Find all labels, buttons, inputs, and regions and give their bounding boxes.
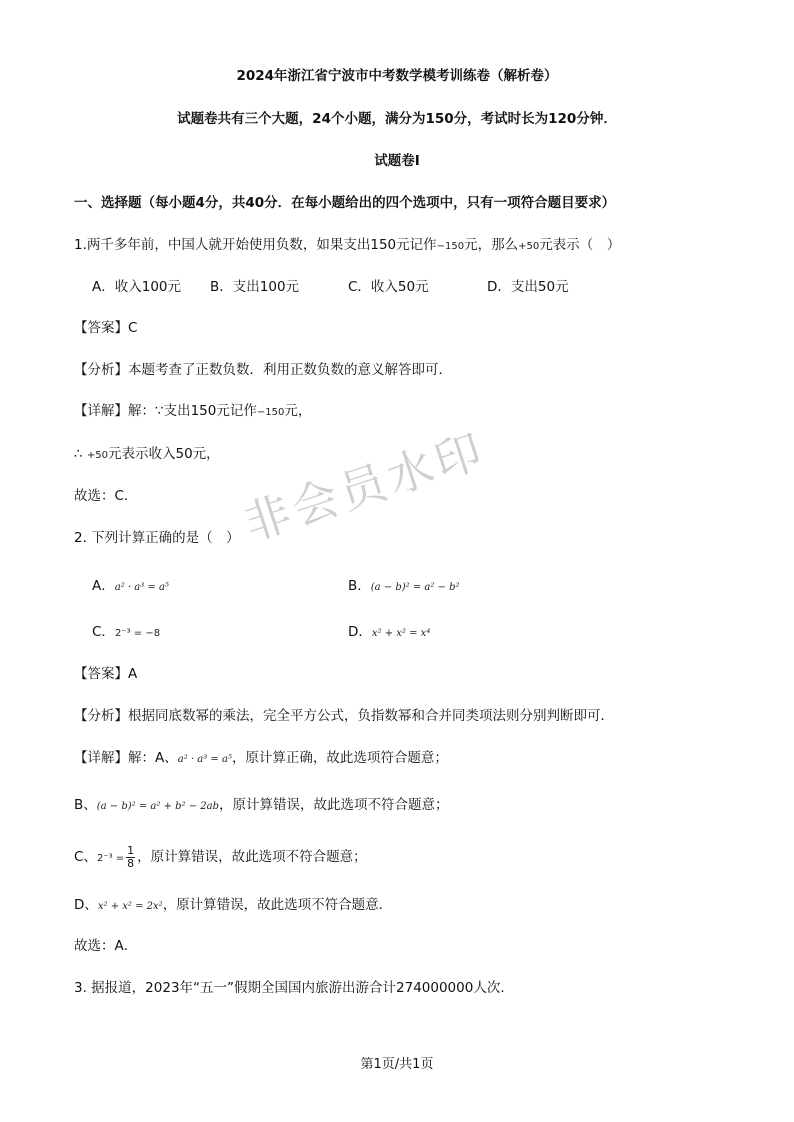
q1-detail-text-b: 元， [284, 403, 312, 419]
fraction-denominator: 8 [127, 856, 135, 870]
q1-detail-text-a: 【详解】解：∵支出150元记作 [74, 403, 257, 419]
therefore-symbol: ∴ [74, 446, 83, 462]
q2-detail-d-text: ，原计算错误，故此选项不符合题意． [162, 897, 393, 913]
page-footer: 第1页/共1页 [360, 1057, 434, 1072]
q2-option-d [348, 622, 430, 644]
q2-detail-c-label: C、 [74, 849, 97, 865]
q2-detail-b-label: B、 [74, 797, 97, 813]
q2-choose: 故选：A． [74, 938, 138, 954]
q1-detail [74, 401, 311, 423]
q1-stem-math-2: +50 [518, 241, 540, 252]
q2-detail-c-math: 2⁻³ = [96, 853, 125, 864]
q2-option-b [348, 576, 460, 598]
q2-detail-d [74, 895, 392, 917]
q1-option-a: A．收入100元 [92, 279, 182, 295]
q1-stem-math-1: −150 [436, 241, 465, 252]
q2-option-b-math: (a − b)² = a² − b² [370, 582, 460, 593]
fraction-numerator: 1 [127, 843, 135, 857]
q1-answer: 【答案】C [74, 320, 138, 336]
part-heading: 试题卷Ⅰ [374, 153, 420, 169]
q1-detail-math: −150 [256, 407, 285, 418]
q2-detail-b-text: ，原计算错误，故此选项不符合题意； [219, 797, 449, 813]
q2-option-a-label: A． [92, 578, 115, 594]
q1-option-d: D．支出50元 [487, 279, 569, 295]
q2-stem: 2. 下列计算正确的是（ ） [74, 530, 240, 546]
q1-stem-text-a: 1.两千多年前，中国人就开始使用负数，如果支出150元记作 [74, 237, 437, 253]
watermark: 非会员水印 [237, 422, 492, 552]
section-heading: 一、选择题（每小题4分，共40分．在每小题给出的四个选项中，只有一项符合题目要求） [74, 195, 616, 211]
q2-detail-c-text: ，原计算错误，故此选项不符合题意； [137, 849, 367, 865]
q2-detail-math: a² · a³ = a⁵ [177, 754, 232, 765]
q1-stem-text-c: 元表示（ ） [539, 237, 621, 253]
q2-detail-c [74, 844, 367, 872]
q2-option-a [92, 576, 169, 598]
q1-choose: 故选：C． [74, 488, 138, 504]
q2-detail-b [74, 795, 449, 817]
q2-option-a-math: a² · a³ = a⁵ [114, 582, 169, 593]
q2-detail-d-label: D、 [74, 897, 98, 913]
q2-analysis: 【分析】根据同底数幂的乘法，完全平方公式，负指数幂和合并同类项法则分别判断即可． [74, 708, 614, 724]
q2-option-d-label: D． [348, 624, 372, 640]
q1-therefore-math: +50 [86, 450, 108, 461]
q1-therefore [74, 444, 220, 466]
fraction [126, 845, 135, 870]
q2-option-d-math: x² + x² = x⁴ [371, 628, 431, 639]
q1-analysis: 【分析】本题考查了正数负数．利用正数负数的意义解答即可． [74, 362, 452, 378]
q2-detail-text-b: ，原计算正确，故此选项符合题意； [231, 750, 448, 766]
q2-answer: 【答案】A [74, 666, 138, 682]
q1-stem [74, 235, 620, 257]
q2-detail-b-math: (a − b)² = a² + b² − 2ab [96, 801, 219, 812]
q2-option-b-label: B． [348, 578, 371, 594]
q2-option-c-label: C． [92, 624, 115, 640]
q1-therefore-text: 元表示收入50元， [108, 446, 220, 462]
q2-option-c-math: 2⁻³ = −8 [114, 628, 161, 639]
q2-detail-d-math: x² + x² = 2x² [97, 901, 163, 912]
q2-detail [74, 748, 448, 770]
q2-option-c [92, 622, 160, 644]
exam-info: 试题卷共有三个大题，24个小题，满分为150分，考试时长为120分钟． [177, 111, 617, 127]
q1-option-c: C．收入50元 [348, 279, 429, 295]
page-title: 2024年浙江省宁波市中考数学模考训练卷（解析卷） [236, 68, 558, 84]
q3-stem: 3. 据报道，2023年“五一”假期全国国内旅游出游合计274000000人次． [74, 980, 514, 996]
q1-stem-text-b: 元，那么 [464, 237, 519, 253]
q2-detail-text-a: 【详解】解：A、 [74, 750, 178, 766]
q1-option-b: B．支出100元 [210, 279, 300, 295]
